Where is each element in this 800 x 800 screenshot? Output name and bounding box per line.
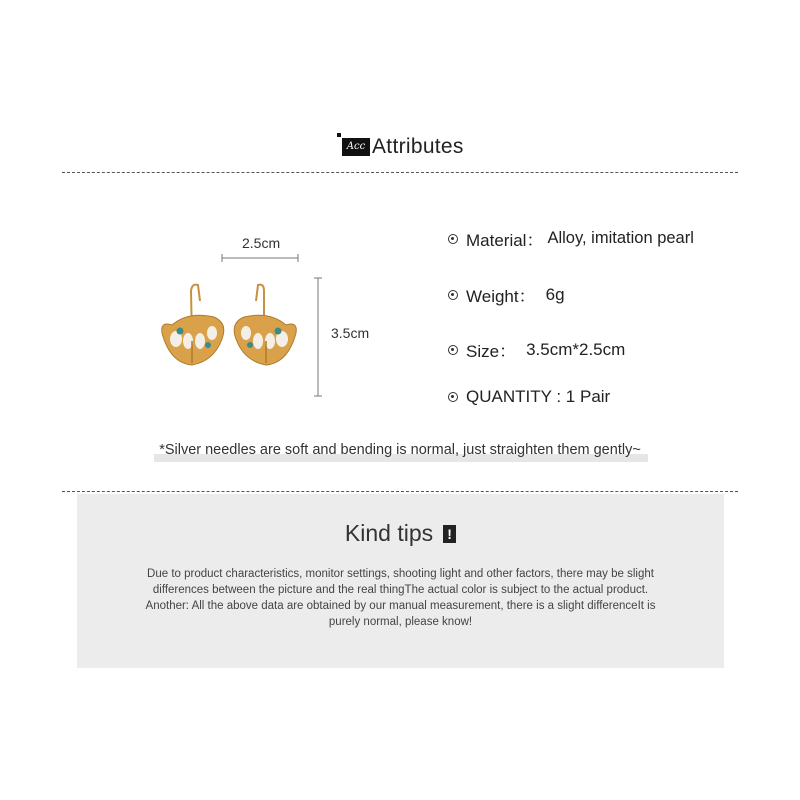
bullet-icon xyxy=(448,392,458,402)
divider-bottom xyxy=(62,491,738,492)
attribute-label: QUANTITY : 1 Pair xyxy=(466,387,611,406)
attribute-label: Size： xyxy=(466,342,517,361)
width-label: 2.5cm xyxy=(242,235,281,251)
kind-tips-heading xyxy=(77,520,724,547)
attribute-value: 3.5cm*2.5cm xyxy=(526,339,626,359)
attribute-value: 6g xyxy=(545,284,565,304)
tips-line: purely normal, please know! xyxy=(328,616,473,628)
right-earring-image xyxy=(226,281,300,371)
section-title: Attributes xyxy=(372,135,464,158)
header-badge: Acc xyxy=(342,138,370,156)
attribute-weight xyxy=(448,282,565,307)
kind-tips-title: Kind tips xyxy=(344,520,434,546)
bullet-icon xyxy=(448,234,458,244)
height-dimension-line xyxy=(313,277,323,397)
header-dot xyxy=(337,133,341,137)
bullet-icon xyxy=(448,290,458,300)
attribute-material xyxy=(448,226,694,251)
attribute-value: Alloy, imitation pearl xyxy=(547,229,694,247)
product-image xyxy=(150,225,380,405)
exclamation-icon: ! xyxy=(443,525,456,543)
attribute-quantity xyxy=(448,387,610,407)
tips-line: Due to product characteristics, monitor settings, shooting light and other factors, there may be slight xyxy=(147,568,654,580)
attribute-label: Material： xyxy=(466,231,544,250)
care-note: *Silver needles are soft and bending is normal, just straighten them gently~ xyxy=(159,442,641,458)
left-earring-image xyxy=(158,281,232,371)
attribute-size xyxy=(448,337,625,362)
tips-line: differences between the picture and the real thingThe actual color is subject to the actual product. xyxy=(152,584,649,596)
attribute-label: Weight： xyxy=(466,287,536,306)
width-dimension-line xyxy=(220,253,300,263)
section-header xyxy=(0,132,800,166)
tips-line: Another: All the above data are obtained by our manual measurement, there is a slight differenceIt is xyxy=(145,600,656,612)
kind-tips-text xyxy=(107,566,694,630)
bullet-icon xyxy=(448,345,458,355)
kind-tips-panel xyxy=(77,494,724,668)
height-label: 3.5cm xyxy=(331,325,370,341)
divider-top xyxy=(62,172,738,173)
